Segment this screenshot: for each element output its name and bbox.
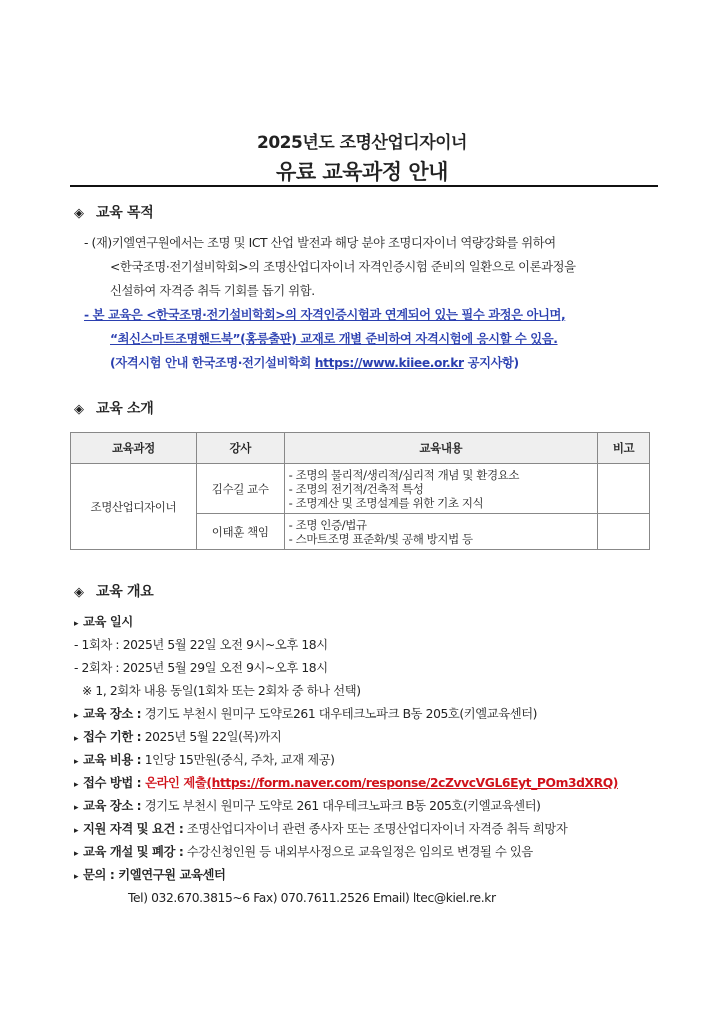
triangle-bullet-icon: ▸	[74, 872, 79, 882]
item-value: 경기도 부천시 원미구 도약로261 대우테크노파크 B동 205호(키엘교육센터)	[141, 707, 538, 721]
document-title-year: 2025년도 조명산업디자이너	[257, 133, 467, 153]
column-header: 교육내용	[284, 433, 597, 464]
session-note: ※ 1, 2회차 내용 동일(1회차 또는 2회차 중 하나 선택)	[82, 684, 361, 698]
item-label: 교육 비용 :	[83, 753, 142, 767]
session-line: - 2회차 : 2025년 5월 29일 오전 9시~오후 18시	[74, 661, 328, 675]
diamond-bullet-icon: ◈	[74, 206, 84, 221]
remarks-cell	[598, 514, 650, 550]
item-label: 교육 장소 :	[83, 799, 142, 813]
remarks-cell	[598, 464, 650, 514]
column-header: 비고	[598, 433, 650, 464]
table-header-row	[71, 433, 650, 464]
notice-text: 공지사항)	[463, 356, 519, 370]
item-value: 경기도 부천시 원미구 도약로 261 대우테크노파크 B동 205호(키엘교육센터)	[141, 799, 541, 813]
section-heading-purpose	[74, 202, 153, 222]
column-header: 강사	[196, 433, 284, 464]
overview-list	[74, 611, 674, 910]
overview-item-place	[74, 703, 674, 726]
content-item: - 조명계산 및 조명설계를 위한 기초 지식	[288, 495, 484, 510]
overview-item-eligibility	[74, 818, 674, 841]
overview-item-contact	[74, 864, 674, 887]
contact-details: Tel) 032.670.3815~6 Fax) 070.7611.2526 Email) ltec@kiel.re.kr	[128, 891, 496, 905]
triangle-bullet-icon: ▸	[74, 619, 79, 629]
instructor-cell: 김수길 교수	[196, 464, 284, 514]
item-value: 2025년 5월 22일(목)까지	[141, 730, 282, 744]
document-title: 유료 교육과정 안내	[276, 160, 448, 184]
content-cell	[284, 514, 597, 550]
triangle-bullet-icon: ▸	[74, 849, 79, 859]
course-table	[70, 432, 650, 550]
instructor-cell: 이태훈 책임	[196, 514, 284, 550]
overview-item-fee	[74, 749, 674, 772]
triangle-bullet-icon: ▸	[74, 711, 79, 721]
overview-item-deadline	[74, 726, 674, 749]
section-title: 교육 소개	[96, 401, 154, 417]
purpose-line: - (재)키엘연구원에서는 조명 및 ICT 산업 발전과 해당 분야 조명디자이너 역량강화를 위하여	[84, 236, 556, 250]
item-label: 교육 장소 :	[83, 707, 142, 721]
item-label: 교육 개설 및 폐강 :	[83, 845, 184, 859]
triangle-bullet-icon: ▸	[74, 826, 79, 836]
content-cell	[284, 464, 597, 514]
overview-item-schedule	[74, 611, 674, 634]
purpose-line: 신설하여 자격증 취득 기회를 돕기 위함.	[110, 284, 315, 298]
triangle-bullet-icon: ▸	[74, 757, 79, 767]
table-row	[71, 464, 650, 514]
notice-line: “최신스마트조명핸드북”(홍릉출판) 교재로 개별 준비하여 자격시험에 응시할 수 있음.	[110, 332, 558, 346]
section-title: 교육 개요	[96, 584, 154, 600]
item-value: 조명산업디자이너 관련 종사자 또는 조명산업디자이너 자격증 취득 희망자	[183, 822, 568, 836]
item-label: 접수 방법 :	[83, 776, 142, 790]
item-label: 교육 일시	[83, 615, 133, 629]
item-label: 지원 자격 및 요건 :	[83, 822, 184, 836]
notice-line-link-row	[84, 351, 664, 375]
notice-line: - 본 교육은 <한국조명·전기설비학회>의 자격인증시험과 연계되어 있는 필수 과정은 아니며,	[84, 308, 566, 322]
triangle-bullet-icon: ▸	[74, 734, 79, 744]
notice-text: (자격시험 안내 한국조명·전기설비학회	[110, 356, 315, 370]
overview-item-change	[74, 841, 674, 864]
purpose-line: <한국조명·전기설비학회>의 조명산업디자이너 자격인증시험 준비의 일환으로 이론과정을	[110, 260, 576, 274]
item-label: 접수 기한 :	[83, 730, 142, 744]
triangle-bullet-icon: ▸	[74, 780, 79, 790]
session-line: - 1회차 : 2025년 5월 22일 오전 9시~오후 18시	[74, 638, 328, 652]
item-label: 문의 : 키엘연구원 교육센터	[83, 868, 226, 882]
item-value: 온라인 제출	[141, 776, 207, 790]
content-item: - 조명 인증/법규	[288, 517, 367, 532]
content-item: - 스마트조명 표준화/빛 공해 방지법 등	[288, 531, 473, 546]
title-underline	[70, 185, 658, 187]
section-title: 교육 목적	[96, 205, 154, 221]
triangle-bullet-icon: ▸	[74, 803, 79, 813]
item-value: 수강신청인원 등 내외부사정으로 교육일정은 임의로 변경될 수 있음	[183, 845, 533, 859]
section-heading-intro	[74, 398, 153, 418]
item-value: 1인당 15만원(중식, 주차, 교재 제공)	[141, 753, 335, 767]
section-heading-overview	[74, 581, 153, 601]
content-item: - 조명의 전기적/건축적 특성	[288, 481, 424, 496]
content-item: - 조명의 물리적/생리적/심리적 개념 및 환경요소	[288, 467, 520, 482]
purpose-paragraph	[84, 231, 664, 375]
diamond-bullet-icon: ◈	[74, 402, 84, 417]
overview-item-method	[74, 772, 674, 795]
diamond-bullet-icon: ◈	[74, 585, 84, 600]
application-form-link[interactable]: (https://form.naver.com/response/2cZvvcVGL6Eyt_POm3dXRQ)	[206, 776, 618, 790]
kiiee-website-link[interactable]: https://www.kiiee.or.kr	[314, 356, 464, 370]
course-name-cell: 조명산업디자이너	[71, 464, 197, 550]
overview-item-place	[74, 795, 674, 818]
column-header: 교육과정	[71, 433, 197, 464]
